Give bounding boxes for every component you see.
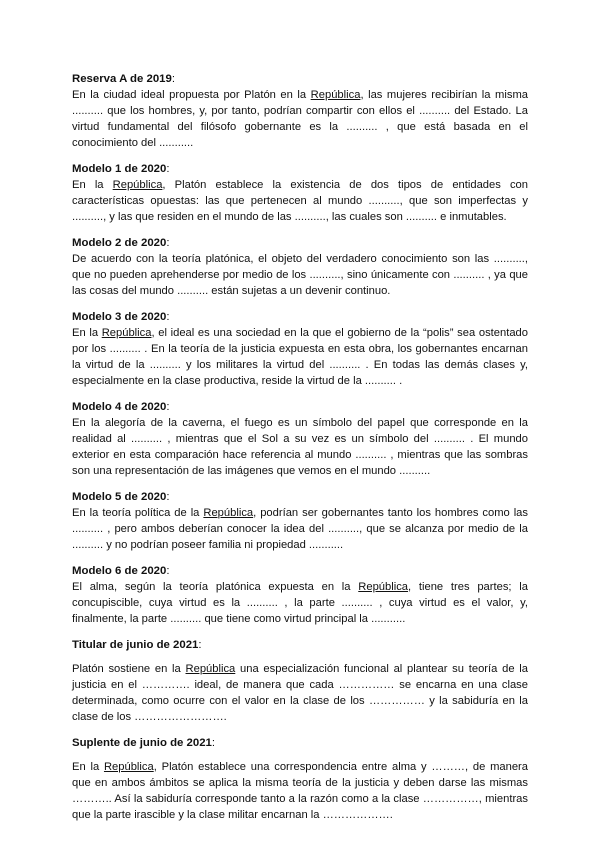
paragraph-text: De acuerdo con la teoría platónica, el objeto del verdadero conocimiento son las .........., que no pueden aprehenderse por medio de los .........., sino únicamente con .......... , ya que las cosas del mundo .......... están sujetas a un devenir continuo. xyxy=(72,253,528,297)
exam-section xyxy=(72,563,528,627)
section-paragraph xyxy=(72,325,528,389)
exam-section xyxy=(72,309,528,389)
exam-section xyxy=(72,235,528,299)
book-title-republica: República xyxy=(185,663,236,675)
paragraph-text: , Platón establece una correspondencia entre alma y ………, de manera que en ambos ámbitos se aplica la misma teoría de la justicia y deben darse las mismas ……….. Así la sabiduría corresponde tanto a la razón como a la clase ……………, mientras que la parte irascible y la clase militar encarnan la ………………. xyxy=(72,761,528,821)
section-title-text: Suplente de junio de 2021 xyxy=(72,737,212,749)
book-title-republica: República xyxy=(103,761,154,773)
paragraph-text: , podrían ser gobernantes tanto los hombres como las .......... , pero ambos deberían conocer la idea del .........., que se alcanza por medio de la .......... y no podrían poseer familia ni propiedad ........... xyxy=(72,507,529,551)
section-paragraph xyxy=(72,505,528,553)
paragraph-text: En la alegoría de la caverna, el fuego es un símbolo del papel que corresponde en la realidad al .......... , mientras que el Sol a su vez es un símbolo del .......... . El mundo exterior en esta comparación hace referencia al mundo .......... , mientras que las sombras son una representación de las imágenes que vemos en el mundo .......... xyxy=(72,417,528,477)
section-title-colon: : xyxy=(166,237,170,249)
book-title-republica: República xyxy=(101,327,152,339)
exam-section xyxy=(72,637,528,725)
section-title-text: Modelo 3 de 2020 xyxy=(72,311,167,323)
section-title xyxy=(72,235,528,251)
section-title-colon: : xyxy=(166,163,170,175)
paragraph-text: En la xyxy=(72,327,102,339)
section-title-colon: : xyxy=(166,311,170,323)
paragraph-text: , tiene tres partes; la concupiscible, cuya virtud es la .......... , la parte .......... , cuya virtud es el valor, y, finalmente, la parte .......... que tiene como virtud principal la ........... xyxy=(72,581,528,625)
paragraph-text: En la ciudad ideal propuesta por Platón en la xyxy=(72,89,311,101)
section-paragraph xyxy=(72,87,528,151)
paragraph-text: Platón sostiene en la xyxy=(72,663,186,675)
section-title xyxy=(72,399,528,415)
book-title-republica: República xyxy=(310,89,361,101)
section-title-colon: : xyxy=(198,639,202,651)
section-title xyxy=(72,489,528,505)
section-title xyxy=(72,563,528,579)
section-title-text: Reserva A de 2019 xyxy=(72,73,172,85)
exam-section xyxy=(72,399,528,479)
section-title-text: Modelo 4 de 2020 xyxy=(72,401,167,413)
section-title-text: Modelo 6 de 2020 xyxy=(72,565,167,577)
section-title xyxy=(72,637,528,653)
paragraph-text: En la xyxy=(72,179,113,191)
paragraph-text: , el ideal es una sociedad en la que el gobierno de la “polis” sea ostentado por los .......... . En la teoría de la justicia expuesta en esta obra, los gobernantes encarnan la virtud de la .......... y los militares la virtud del .......... . En todas las demás clases y, especialmente en la clase productiva, reside la virtud de la .......... . xyxy=(72,327,528,387)
section-title-text: Modelo 2 de 2020 xyxy=(72,237,167,249)
sections-container xyxy=(72,71,528,823)
section-paragraph xyxy=(72,251,528,299)
paragraph-text: , las mujeres recibirían la misma .......... que los hombres, y, por tanto, podrían compartir con ellos el .......... del Estado. La virtud fundamental del filósofo gobernante es la .......... , que está basada en el conocimiento del ........... xyxy=(72,89,528,149)
book-title-republica: República xyxy=(112,179,163,191)
exam-section xyxy=(72,735,528,823)
book-title-republica: República xyxy=(203,507,254,519)
section-title xyxy=(72,309,528,325)
section-paragraph xyxy=(72,415,528,479)
paragraph-text: El alma, según la teoría platónica expuesta en la xyxy=(72,581,359,593)
section-title-colon: : xyxy=(166,565,170,577)
exam-section xyxy=(72,161,528,225)
book-title-republica: República xyxy=(358,581,409,593)
section-paragraph xyxy=(72,759,528,823)
section-paragraph xyxy=(72,177,528,225)
section-title-colon: : xyxy=(166,491,170,503)
section-title xyxy=(72,161,528,177)
section-title-text: Modelo 5 de 2020 xyxy=(72,491,167,503)
paragraph-text: una especialización funcional al plantear su teoría de la justicia en el …………. ideal, de manera que cada …………… se encarna en una clase determinada, como ocurre con el valor en la clase de los …………… y la sabiduría en la clase de los ……………………. xyxy=(72,663,528,723)
section-title-text: Modelo 1 de 2020 xyxy=(72,163,167,175)
paragraph-text: En la xyxy=(72,761,104,773)
section-title xyxy=(72,735,528,751)
document-page xyxy=(72,71,528,833)
section-paragraph xyxy=(72,579,528,627)
section-title-text: Titular de junio de 2021 xyxy=(72,639,199,651)
paragraph-text: , Platón establece la existencia de dos tipos de entidades con características opuestas: las que pertenecen al mundo .........., que son imperfectas y .........., y las que residen en el mundo de las .........., las cuales son .......... e inmutables. xyxy=(72,179,529,223)
section-paragraph xyxy=(72,661,528,725)
section-title-colon: : xyxy=(166,401,170,413)
paragraph-text: En la teoría política de la xyxy=(72,507,204,519)
section-title xyxy=(72,71,528,87)
exam-section xyxy=(72,489,528,553)
exam-section xyxy=(72,71,528,151)
section-title-colon: : xyxy=(171,73,176,85)
section-title-colon: : xyxy=(211,737,216,749)
